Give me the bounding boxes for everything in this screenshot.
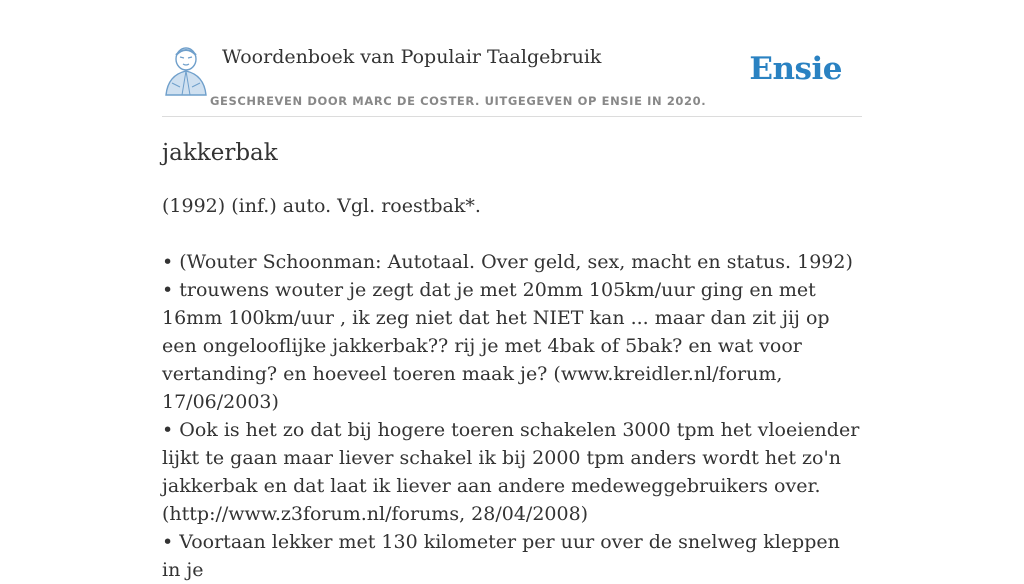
author-byline: GESCHREVEN DOOR MARC DE COSTER. UITGEGEVEN OP ENSIE IN 2020. (210, 94, 707, 108)
author-portrait-icon[interactable] (162, 45, 210, 97)
paragraph-spacer (162, 220, 862, 248)
quote-item: • Ook is het zo dat bij hogere toeren schakelen 3000 tpm het vloeiender lijkt te gaan maar liever schakel ik bij 2000 tpm anders wordt het zo'n jakkerbak en dat laat ik liever aan andere medeweggebruikers over. (http://www.z3forum.nl/forums, 28/04/2008) (162, 419, 860, 525)
book-title[interactable]: Woordenboek van Populair Taalgebruik (222, 46, 602, 68)
entry-definition: (1992) (inf.) auto. Vgl. roestbak*. (162, 195, 481, 217)
quote-item: • trouwens wouter je zegt dat je met 20mm 105km/uur ging en met 16mm 100km/uur , ik zeg niet dat het NIET kan ... maar dan zit jij op een ongelooflijke jakkerbak?? rij je met 4bak of 5bak? en wat voor vertanding? en hoeveel toeren maak je? (www.kreidler.nl/forum, 17/06/2003) (162, 279, 830, 413)
quote-item: • (Wouter Schoonman: Autotaal. Over geld, sex, macht en status. 1992) (162, 251, 853, 273)
brand-logo[interactable]: Ensie (749, 51, 842, 87)
quote-item: • Voortaan lekker met 130 kilometer per uur over de snelweg kleppen in je (162, 531, 840, 581)
entry-title: jakkerbak (162, 140, 278, 166)
site-header (162, 40, 862, 117)
entry-body (162, 192, 862, 584)
